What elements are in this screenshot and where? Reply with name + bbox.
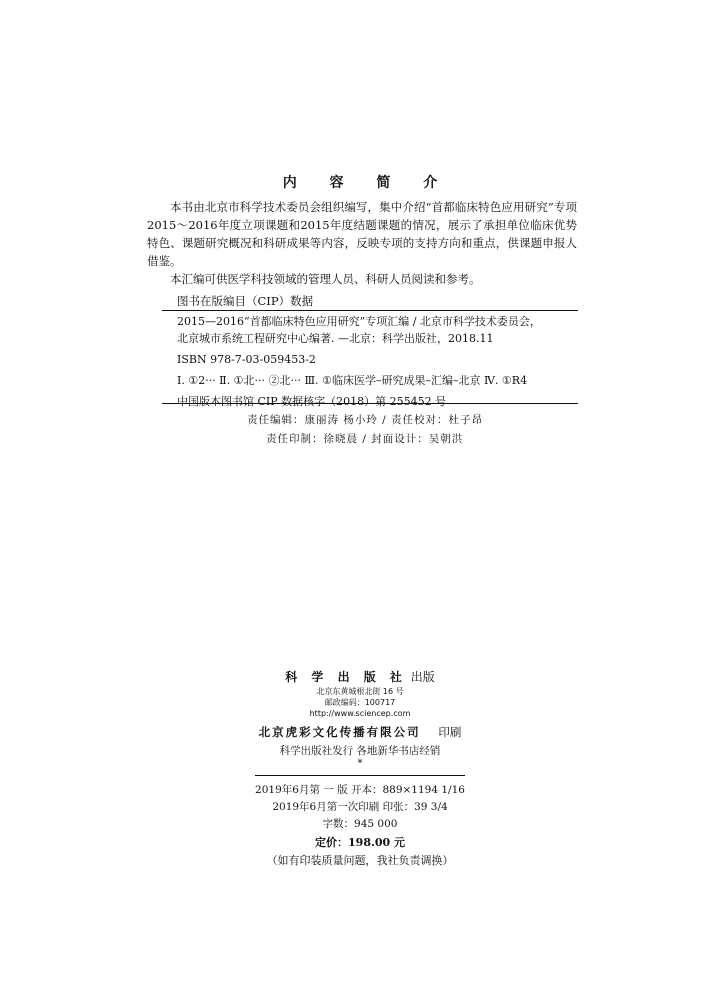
printer-row [0, 721, 720, 743]
cip-classification: Ⅰ. ①2··· Ⅱ. ①北··· ②北··· Ⅲ. ①临床医学–研究成果–汇编–北京 Ⅳ. ①R4 [177, 374, 528, 387]
summary-title: 内 容 简 介 [282, 175, 452, 191]
cip-title: 图书在版编目（CIP）数据 [177, 294, 314, 308]
printing-info: 2019年6月第一次印刷 印张：39 3/4 [272, 801, 448, 813]
cip-line-1: 2015—2016“首都临床特色应用研究”专项汇编 / 北京市科学技术委员会， [177, 315, 541, 328]
colophon [0, 668, 720, 869]
publisher-website: http://www.sciencep.com [309, 709, 411, 718]
cip-line-2: 北京城市系统工程研究中心编著. —北京：科学出版社，2018.11 [177, 332, 494, 345]
quality-note: （如有印装质量问题，我社负责调换） [266, 854, 454, 867]
cip-bottom-rule [162, 403, 578, 404]
summary-paragraph-1: 本书由北京市科学技术委员会组织编写，集中介绍“首都临床特色应用研究”专项2015～2016年度立项课题和2015年度结题课题的情况，展示了承担单位临床优势特色、课题研究概况和科研成果等内容，反映专项的支持方向和重点，供课题申报人借鉴。 [147, 200, 577, 268]
credit-editors: 责任编辑：康丽涛 杨小玲 / 责任校对：杜子昂 [247, 414, 484, 426]
summary-body [147, 198, 577, 288]
credits [0, 411, 720, 449]
cip-top-rule [162, 310, 578, 311]
edition-info: 2019年6月第 一 版 开本：889×1194 1/16 [255, 784, 465, 796]
separator-star: * [357, 758, 363, 769]
publisher-address: 北京东黄城根北街 16 号 [316, 687, 404, 696]
cip-record-number: 中国版本图书馆 CIP 数据核字（2018）第 255452 号 [177, 395, 447, 408]
cip-isbn: ISBN 978-7-03-059453-2 [177, 353, 316, 366]
price: 定价：198.00 元 [315, 836, 405, 849]
colophon-rule [255, 775, 465, 776]
publisher-name: 科 学 出 版 社 [285, 670, 407, 684]
summary-paragraph-2: 本汇编可供医学科技领域的管理人员、科研人员阅读和参考。 [170, 272, 481, 286]
distribution: 科学出版社发行 各地新华书店经销 [279, 745, 441, 757]
publisher-suffix: 出版 [410, 670, 435, 684]
cip-body [177, 313, 577, 410]
credit-production: 责任印制：徐晓晨 / 封面设计：吴朝洪 [266, 433, 464, 445]
publisher-postcode: 邮政编码：100717 [324, 698, 396, 707]
word-count: 字数：945 000 [322, 818, 398, 830]
publisher-row [0, 668, 720, 686]
printer-name: 北京虎彩文化传播有限公司 [258, 725, 421, 739]
printer-suffix: 印刷 [438, 725, 462, 739]
